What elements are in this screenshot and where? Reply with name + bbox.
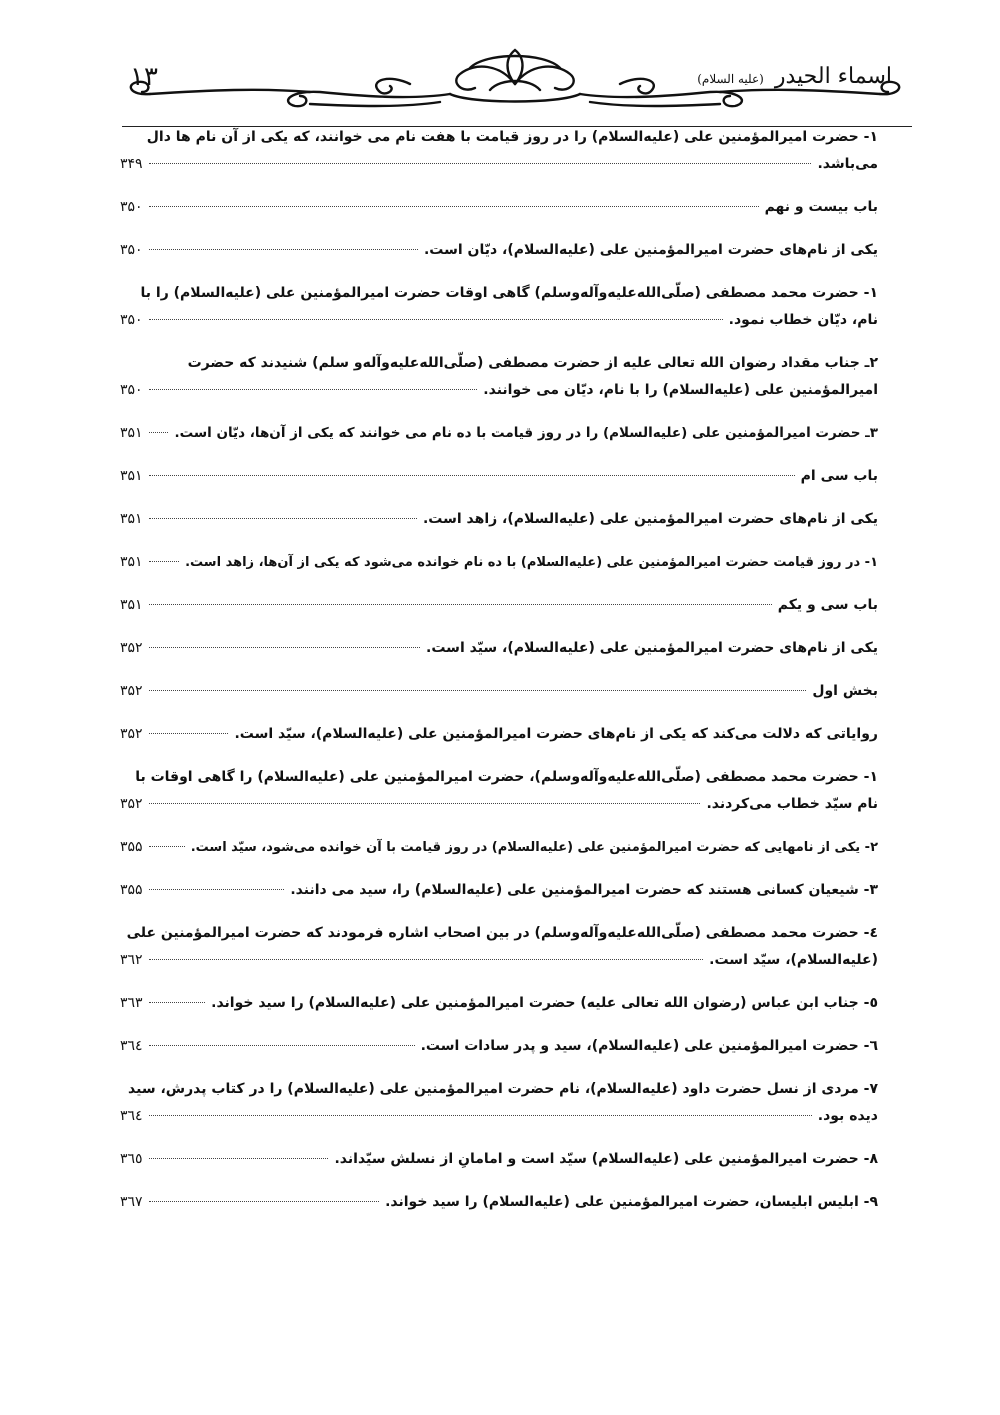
toc-entry-text: یکی از نام‌های حضرت امیرالمؤمنین علی (علیه‌السلام)، زاهد است.: [422, 511, 878, 527]
dot-leader: [149, 518, 417, 519]
toc-entry-text: امیرالمؤمنین علی (علیه‌السلام) را با نام، دیّان می خوانند.: [483, 382, 878, 398]
toc-entry[interactable]: [120, 350, 878, 404]
toc-page-number: ۳۵۱: [120, 597, 143, 613]
toc-page-number: ۳۵۲: [120, 796, 143, 812]
dot-leader: [149, 959, 704, 960]
toc-entry[interactable]: [120, 1033, 878, 1076]
dot-leader: [149, 1002, 206, 1003]
toc-entry[interactable]: [120, 834, 878, 877]
toc-entry[interactable]: [120, 1146, 878, 1189]
toc-entry-text: ۲ـ جناب مقداد رضوان الله تعالی علیه از حضرت مصطفی (صلّی‌الله‌علیه‌وآله‌و سلم) شنیدند که حضرت: [187, 355, 878, 371]
toc-entry-text: ۳- شیعیان کسانی هستند که حضرت امیرالمؤمنین علی (علیه‌السلام) را، سید می دانند.: [290, 882, 878, 898]
toc-entry[interactable]: [120, 635, 878, 678]
toc-entry[interactable]: [120, 990, 878, 1033]
toc-entry[interactable]: [120, 1189, 878, 1232]
toc-entry[interactable]: [120, 920, 878, 974]
toc-entry[interactable]: [120, 463, 878, 506]
toc-page-number: ۳۵۱: [120, 511, 143, 527]
toc-page-number: ۳۵۰: [120, 199, 143, 215]
toc-entry[interactable]: [120, 592, 878, 635]
dot-leader: [149, 389, 478, 390]
toc-page-number: ۳۵۵: [120, 882, 143, 898]
toc-page-number: ۳۵۲: [120, 640, 143, 656]
book-title-text: اسماء الحیدر: [774, 64, 892, 89]
toc-page-number: ۳٦٤: [120, 1108, 143, 1124]
page-header: [0, 40, 1000, 120]
toc-page-number: ۳۵۱: [120, 468, 143, 484]
dot-leader: [149, 1045, 415, 1046]
toc-entry[interactable]: [120, 678, 878, 721]
dot-leader: [149, 604, 772, 605]
dot-leader: [149, 206, 759, 207]
toc-entry[interactable]: [120, 1076, 878, 1130]
toc-entry-text: نام، دیّان خطاب نمود.: [728, 312, 878, 328]
toc-entry-last-line: [120, 1103, 878, 1130]
toc-entry[interactable]: [120, 721, 878, 764]
toc-page-number: ۳۵۱: [120, 425, 143, 441]
toc-entry[interactable]: [120, 194, 878, 237]
toc-page-number: ۳۵۲: [120, 726, 143, 742]
toc-page-number: ۳٦۳: [120, 995, 143, 1011]
toc-entry[interactable]: [120, 280, 878, 334]
book-title-honorific: (علیه السلام): [697, 72, 764, 86]
toc-entry-text: (علیه‌السلام)، سیّد است.: [709, 952, 878, 968]
toc-entry-text: روایاتی که دلالت می‌کند که یکی از نام‌های حضرت امیرالمؤمنین علی (علیه‌السلام)، سیّد است.: [234, 726, 878, 742]
dot-leader: [149, 249, 418, 250]
toc-entry-text: ۸- حضرت امیرالمؤمنین علی (علیه‌السلام) سیّد است و امامانِ از نسلش سیّداند.: [334, 1151, 878, 1167]
toc-entry-text: نام سیّد خطاب می‌کردند.: [706, 796, 878, 812]
dot-leader: [149, 163, 812, 164]
toc-entry[interactable]: [120, 549, 878, 592]
toc-entry-last-line: [120, 307, 878, 334]
toc-page-number: ۳۵۲: [120, 683, 143, 699]
toc-entry-text: ۱- حضرت محمد مصطفی (صلّی‌الله‌علیه‌وآله‌وسلم) گاهی اوقات حضرت امیرالمؤمنین علی (علیه‌السلام) را با: [140, 285, 878, 301]
dot-leader: [149, 803, 701, 804]
toc-entry-text: ۱- در روز قیامت حضرت امیرالمؤمنین علی (علیه‌السلام) با ده نام خوانده می‌شود که یکی از آن‌ها، زاهد است.: [185, 555, 878, 570]
toc-page-number: ۳۵۵: [120, 839, 143, 855]
toc-entry-text: یکی از نام‌های حضرت امیرالمؤمنین علی (علیه‌السلام)، دیّان است.: [423, 242, 878, 258]
dot-leader: [149, 319, 723, 320]
toc-page-number: ۳۵۰: [120, 242, 143, 258]
dot-leader: [149, 1201, 380, 1202]
dot-leader: [149, 690, 807, 691]
toc-entry-last-line: [120, 151, 878, 178]
toc-entry[interactable]: [120, 420, 878, 463]
toc-entry[interactable]: [120, 237, 878, 280]
table-of-contents: [120, 124, 878, 1232]
toc-entry-text: ٤- حضرت محمد مصطفی (صلّی‌الله‌علیه‌وآله‌وسلم) در بین اصحاب اشاره فرمودند که حضرت امیرالمؤمنین علی: [126, 925, 878, 941]
toc-entry-text: می‌باشد.: [817, 156, 878, 172]
toc-entry-text: باب سی و یکم: [777, 597, 878, 613]
book-title: [697, 64, 892, 89]
toc-entry-text: بخش اول: [812, 683, 878, 699]
toc-page-number: ۳٦۲: [120, 952, 143, 968]
dot-leader: [149, 1115, 812, 1116]
dot-leader: [149, 475, 795, 476]
page-number: ١٣: [130, 62, 158, 92]
dot-leader: [149, 561, 180, 562]
toc-entry[interactable]: [120, 506, 878, 549]
toc-page-number: ۳۵۰: [120, 382, 143, 398]
dot-leader: [149, 647, 420, 648]
toc-entry[interactable]: [120, 877, 878, 920]
toc-page-number: ۳۵۱: [120, 554, 143, 570]
toc-entry-text: باب سی ام: [800, 468, 878, 484]
dot-leader: [149, 432, 169, 433]
toc-entry-text: ۱- حضرت امیرالمؤمنین علی (علیه‌السلام) را در روز قیامت با هفت نام می خوانند، که یکی از آن نام ها دال: [146, 129, 878, 145]
toc-entry[interactable]: [120, 764, 878, 818]
toc-entry-last-line: [120, 377, 878, 404]
toc-page-number: ۳٦٥: [120, 1151, 143, 1167]
toc-entry[interactable]: [120, 124, 878, 178]
toc-entry-text: ۲- یکی از نامهایی که حضرت امیرالمؤمنین علی (علیه‌السلام) در روز قیامت با آن خوانده می‌شود، سیّد است.: [190, 840, 878, 855]
dot-leader: [149, 889, 285, 890]
toc-entry-text: ٥- جناب ابن عباس (رضوان الله تعالی علیه) حضرت امیرالمؤمنین علی (علیه‌السلام) را سید خواند.: [211, 995, 878, 1011]
toc-entry-last-line: [120, 947, 878, 974]
toc-entry-text: دیده بود.: [817, 1108, 878, 1124]
toc-entry-text: ۷- مردی از نسل حضرت داود (علیه‌السلام)، نام حضرت امیرالمؤمنین علی (علیه‌السلام) را در کتاب پدرش، سید: [128, 1081, 878, 1097]
toc-entry-text: ٦- حضرت امیرالمؤمنین علی (علیه‌السلام)، سید و پدر سادات است.: [420, 1038, 878, 1054]
toc-page-number: ۳٦٤: [120, 1038, 143, 1054]
toc-page-number: ۳۵۰: [120, 312, 143, 328]
toc-entry-text: ۱- حضرت محمد مصطفی (صلّی‌الله‌علیه‌وآله‌وسلم)، حضرت امیرالمؤمنین علی (علیه‌السلام) را گاهی اوقات با: [135, 769, 878, 785]
toc-entry-text: باب بیست و نهم: [764, 199, 878, 215]
dot-leader: [149, 846, 185, 847]
toc-page-number: ۳۴۹: [120, 156, 143, 172]
toc-page-number: ۳٦۷: [120, 1194, 143, 1210]
toc-entry-last-line: [120, 791, 878, 818]
toc-entry-text: ۹- ابلیس ابلیسان، حضرت امیرالمؤمنین علی (علیه‌السلام) را سید خواند.: [385, 1194, 878, 1210]
toc-entry-text: ۳ـ حضرت امیرالمؤمنین علی (علیه‌السلام) را در روز قیامت با ده نام می خوانند که یکی از آن‌ها، دیّان است.: [174, 425, 878, 441]
toc-entry-text: یکی از نام‌های حضرت امیرالمؤمنین علی (علیه‌السلام)، سیّد است.: [426, 640, 878, 656]
dot-leader: [149, 1158, 329, 1159]
dot-leader: [149, 733, 229, 734]
